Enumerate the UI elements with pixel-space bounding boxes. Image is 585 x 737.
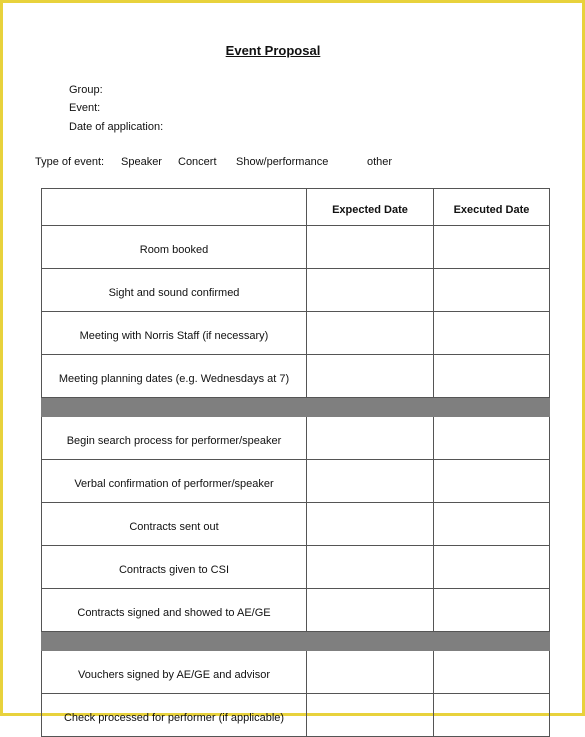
task-cell: Contracts given to CSI	[42, 546, 307, 589]
table-header-row	[42, 189, 550, 226]
table-row	[42, 355, 550, 398]
task-cell: Meeting planning dates (e.g. Wednesdays at 7)	[42, 355, 307, 398]
executed-date-cell[interactable]	[434, 417, 550, 460]
type-option-speaker: Speaker	[121, 156, 162, 168]
proposal-checklist-table	[41, 188, 550, 737]
expected-date-cell[interactable]	[307, 460, 434, 503]
separator-cell	[434, 398, 550, 417]
table-row	[42, 269, 550, 312]
type-option-other: other	[367, 156, 393, 168]
table-row	[42, 651, 550, 694]
event-field-label: Event:	[69, 102, 101, 114]
separator-cell	[42, 632, 307, 651]
table-row	[42, 312, 550, 355]
expected-date-cell[interactable]	[307, 312, 434, 355]
date-of-application-label: Date of application:	[69, 121, 164, 133]
task-cell: Contracts sent out	[42, 503, 307, 546]
header-executed-date: Executed Date	[434, 189, 550, 226]
expected-date-cell[interactable]	[307, 417, 434, 460]
executed-date-cell[interactable]	[434, 694, 550, 737]
task-cell: Verbal confirmation of performer/speaker	[42, 460, 307, 503]
table-row	[42, 460, 550, 503]
type-option-concert: Concert	[178, 156, 217, 168]
section-separator-row	[42, 398, 550, 417]
task-cell: Meeting with Norris Staff (if necessary)	[42, 312, 307, 355]
executed-date-cell[interactable]	[434, 355, 550, 398]
expected-date-cell[interactable]	[307, 651, 434, 694]
separator-cell	[42, 398, 307, 417]
task-cell: Contracts signed and showed to AE/GE	[42, 589, 307, 632]
separator-cell	[434, 632, 550, 651]
executed-date-cell[interactable]	[434, 651, 550, 694]
section-separator-row	[42, 632, 550, 651]
table-row	[42, 694, 550, 737]
table-row	[42, 589, 550, 632]
type-option-show-performance: Show/performance	[236, 156, 329, 168]
task-cell: Begin search process for performer/speaker	[42, 417, 307, 460]
executed-date-cell[interactable]	[434, 226, 550, 269]
task-cell: Sight and sound confirmed	[42, 269, 307, 312]
header-expected-date: Expected Date	[307, 189, 434, 226]
expected-date-cell[interactable]	[307, 355, 434, 398]
separator-cell	[307, 398, 434, 417]
type-of-event-label: Type of event:	[35, 156, 105, 168]
task-cell: Room booked	[42, 226, 307, 269]
executed-date-cell[interactable]	[434, 460, 550, 503]
executed-date-cell[interactable]	[434, 269, 550, 312]
separator-cell	[307, 632, 434, 651]
table-row	[42, 503, 550, 546]
expected-date-cell[interactable]	[307, 589, 434, 632]
table-row	[42, 226, 550, 269]
expected-date-cell[interactable]	[307, 503, 434, 546]
table-row	[42, 546, 550, 589]
executed-date-cell[interactable]	[434, 546, 550, 589]
header-task-cell	[42, 189, 307, 226]
table-row	[42, 417, 550, 460]
group-field-label: Group:	[69, 84, 103, 96]
document-title: Event Proposal	[225, 43, 321, 58]
expected-date-cell[interactable]	[307, 269, 434, 312]
task-cell: Vouchers signed by AE/GE and advisor	[42, 651, 307, 694]
executed-date-cell[interactable]	[434, 312, 550, 355]
expected-date-cell[interactable]	[307, 546, 434, 589]
executed-date-cell[interactable]	[434, 589, 550, 632]
task-cell: Check processed for performer (if applicable)	[42, 694, 307, 737]
expected-date-cell[interactable]	[307, 226, 434, 269]
executed-date-cell[interactable]	[434, 503, 550, 546]
expected-date-cell[interactable]	[307, 694, 434, 737]
